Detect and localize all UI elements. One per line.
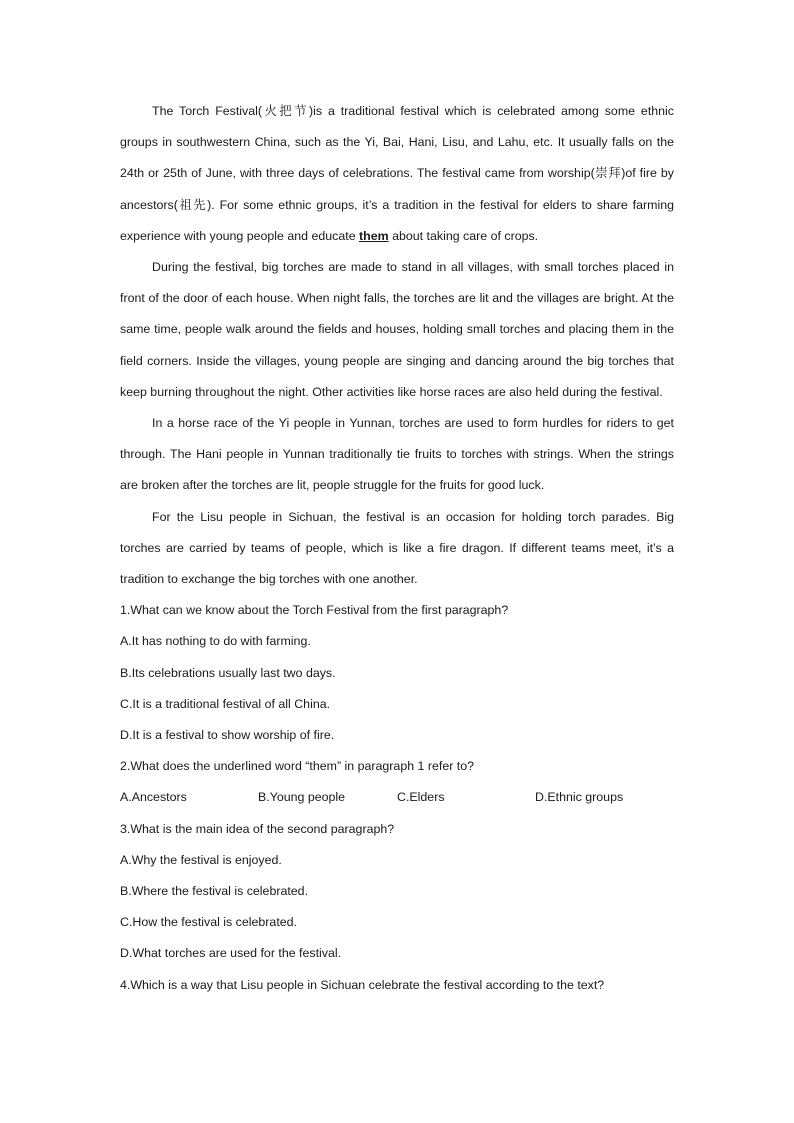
question-1-option-a: A.It has nothing to do with farming.: [120, 634, 311, 649]
question-2-options-row: [120, 782, 674, 813]
document-page: [120, 96, 674, 1001]
question-2-option-d: D.Ethnic groups: [535, 790, 624, 805]
question-2-option-b: B.Young people: [258, 790, 346, 805]
question-2-option-c: C.Elders: [397, 790, 445, 805]
question-1-option-b: B.Its celebrations usually last two days.: [120, 665, 336, 680]
passage-paragraph-2: During the festival, big torches are made to stand in all villages, with small torches placed in front of the door of each house. When night falls, the torches are lit and the villages are bright. At the same time, people walk around the fields and houses, holding small torches and placing them in the field corners. Inside the villages, young people are singing and dancing around the big torches that keep burning throughout the night. Other activities like horse races are also held during the festival.: [120, 260, 674, 399]
question-1-option-d: D.It is a festival to show worship of fire.: [120, 728, 335, 743]
question-4-stem: 4.Which is a way that Lisu people in Sichuan celebrate the festival according to the text?: [120, 977, 605, 992]
paragraph-1-text-start: The Torch Festival(火把节)is a traditional festival which is celebrated among some ethnic groups in southwestern China, such as the Yi, Bai, Hani, Lisu, and Lahu, etc. It usually falls on the 24th or 25th of June, with three days of celebrations. The festival came from worship(崇拜)of fire by ancestors(祖先). For some ethnic groups, it’s a tradition in the festival for elders to share farming experience with young people and educate: [120, 104, 674, 243]
question-1-option-c: C.It is a traditional festival of all China.: [120, 696, 331, 711]
question-3-option-a: A.Why the festival is enjoyed.: [120, 852, 282, 867]
question-3-option-b: B.Where the festival is celebrated.: [120, 884, 309, 899]
passage-paragraph-4: For the Lisu people in Sichuan, the festival is an occasion for holding torch parades. Big torches are carried by teams of people, which is like a fire dragon. If different teams meet, it’s a tradition to exchange the big torches with one another.: [120, 509, 674, 587]
paragraph-1-text-end: about taking care of crops.: [388, 228, 539, 243]
question-3-option-d: D.What torches are used for the festival.: [120, 946, 342, 961]
question-3-stem: 3.What is the main idea of the second paragraph?: [120, 821, 395, 836]
underlined-word-them: them: [359, 228, 389, 243]
question-2-option-a: A.Ancestors: [120, 790, 187, 805]
passage-paragraph-3: In a horse race of the Yi people in Yunnan, torches are used to form hurdles for riders to get through. The Hani people in Yunnan traditionally tie fruits to torches with strings. When the strings are broken after the torches are lit, people struggle for the fruits for good luck.: [120, 416, 674, 493]
question-3-option-c: C.How the festival is celebrated.: [120, 915, 297, 930]
question-1-stem: 1.What can we know about the Torch Festival from the first paragraph?: [120, 603, 509, 618]
passage-paragraph-1: [120, 96, 674, 252]
question-2-stem: 2.What does the underlined word “them” in paragraph 1 refer to?: [120, 759, 475, 774]
